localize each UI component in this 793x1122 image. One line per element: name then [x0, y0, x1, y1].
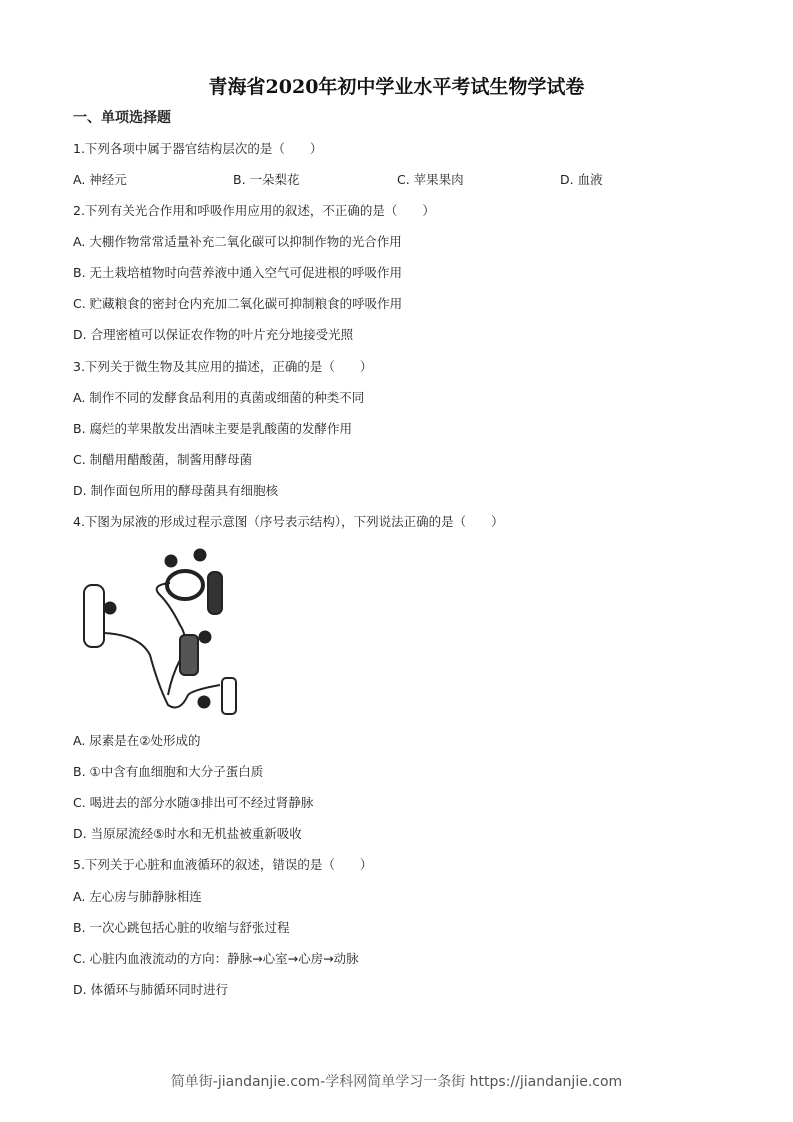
question-5-option-d: D. 体循环与肺循环同时进行	[73, 982, 229, 997]
question-1-option-c: C. 苹果果肉	[397, 172, 464, 187]
question-4-option-a: A. 尿素是在②处形成的	[73, 733, 201, 748]
question-5-stem: 5.下列关于心脏和血液循环的叙述，错误的是（ ）	[73, 857, 373, 872]
question-1-option-b: B. 一朵梨花	[233, 172, 300, 187]
question-1-stem: 1.下列各项中属于器官结构层次的是（ ）	[73, 141, 323, 156]
question-2-option-a: A. 大棚作物常常适量补充二氧化碳可以抑制作物的光合作用	[73, 234, 402, 249]
vein	[222, 678, 236, 714]
footer-watermark: 简单街-jiandanjie.com-学科网简单学习一条街 https://jiandanjie.com	[170, 1074, 623, 1090]
question-3-option-a: A. 制作不同的发酵食品利用的真菌或细菌的种类不同	[73, 390, 365, 405]
question-5-option-c: C. 心脏内血液流动的方向：静脉→心室→心房→动脉	[73, 951, 359, 966]
label-1: ①	[167, 555, 177, 568]
question-4-option-b: B. ①中含有血细胞和大分子蛋白质	[73, 764, 264, 779]
question-2-stem: 2.下列有关光合作用和呼吸作用应用的叙述，不正确的是（ ）	[73, 203, 435, 218]
question-2-option-c: C. 贮藏粮食的密封仓内充加二氧化碳可抑制粮食的呼吸作用	[73, 296, 403, 311]
question-4-stem: 4.下图为尿液的形成过程示意图（序号表示结构），下列说法正确的是（ ）	[73, 514, 504, 529]
question-4-option-c: C. 喝进去的部分水随③排出可不经过肾静脉	[73, 795, 314, 810]
collecting-duct	[84, 585, 104, 647]
label-2: ②	[196, 549, 206, 562]
artery	[208, 572, 222, 614]
question-1-option-d: D. 血液	[560, 172, 603, 187]
capillary	[180, 635, 198, 675]
section-heading: 一、单项选择题	[73, 110, 171, 126]
question-3-option-c: C. 制醋用醋酸菌，制酱用酵母菌	[73, 452, 253, 467]
question-5-option-a: A. 左心房与肺静脉相连	[73, 889, 202, 904]
label-4: ④	[201, 631, 211, 644]
question-2-option-d: D. 合理密植可以保证农作物的叶片充分地接受光照	[73, 327, 354, 342]
glomerulus	[167, 571, 203, 599]
question-3-option-b: B. 腐烂的苹果散发出酒味主要是乳酸菌的发酵作用	[73, 421, 353, 436]
page-title: 青海省2020年初中学业水平考试生物学试卷	[208, 76, 585, 98]
question-3-stem: 3.下列关于微生物及其应用的描述，正确的是（ ）	[73, 359, 373, 374]
question-1-option-a: A. 神经元	[73, 172, 127, 187]
label-5: ⑤	[200, 696, 210, 709]
question-2-option-b: B. 无土栽培植物时向营养液中通入空气可促进根的呼吸作用	[73, 265, 403, 280]
label-3: ③	[106, 602, 116, 615]
question-3-option-d: D. 制作面包所用的酵母菌具有细胞核	[73, 483, 279, 498]
question-4-option-d: D. 当原尿流经⑤时水和无机盐被重新吸收	[73, 826, 302, 841]
nephron-diagram	[70, 545, 250, 720]
question-5-option-b: B. 一次心跳包括心脏的收缩与舒张过程	[73, 920, 290, 935]
